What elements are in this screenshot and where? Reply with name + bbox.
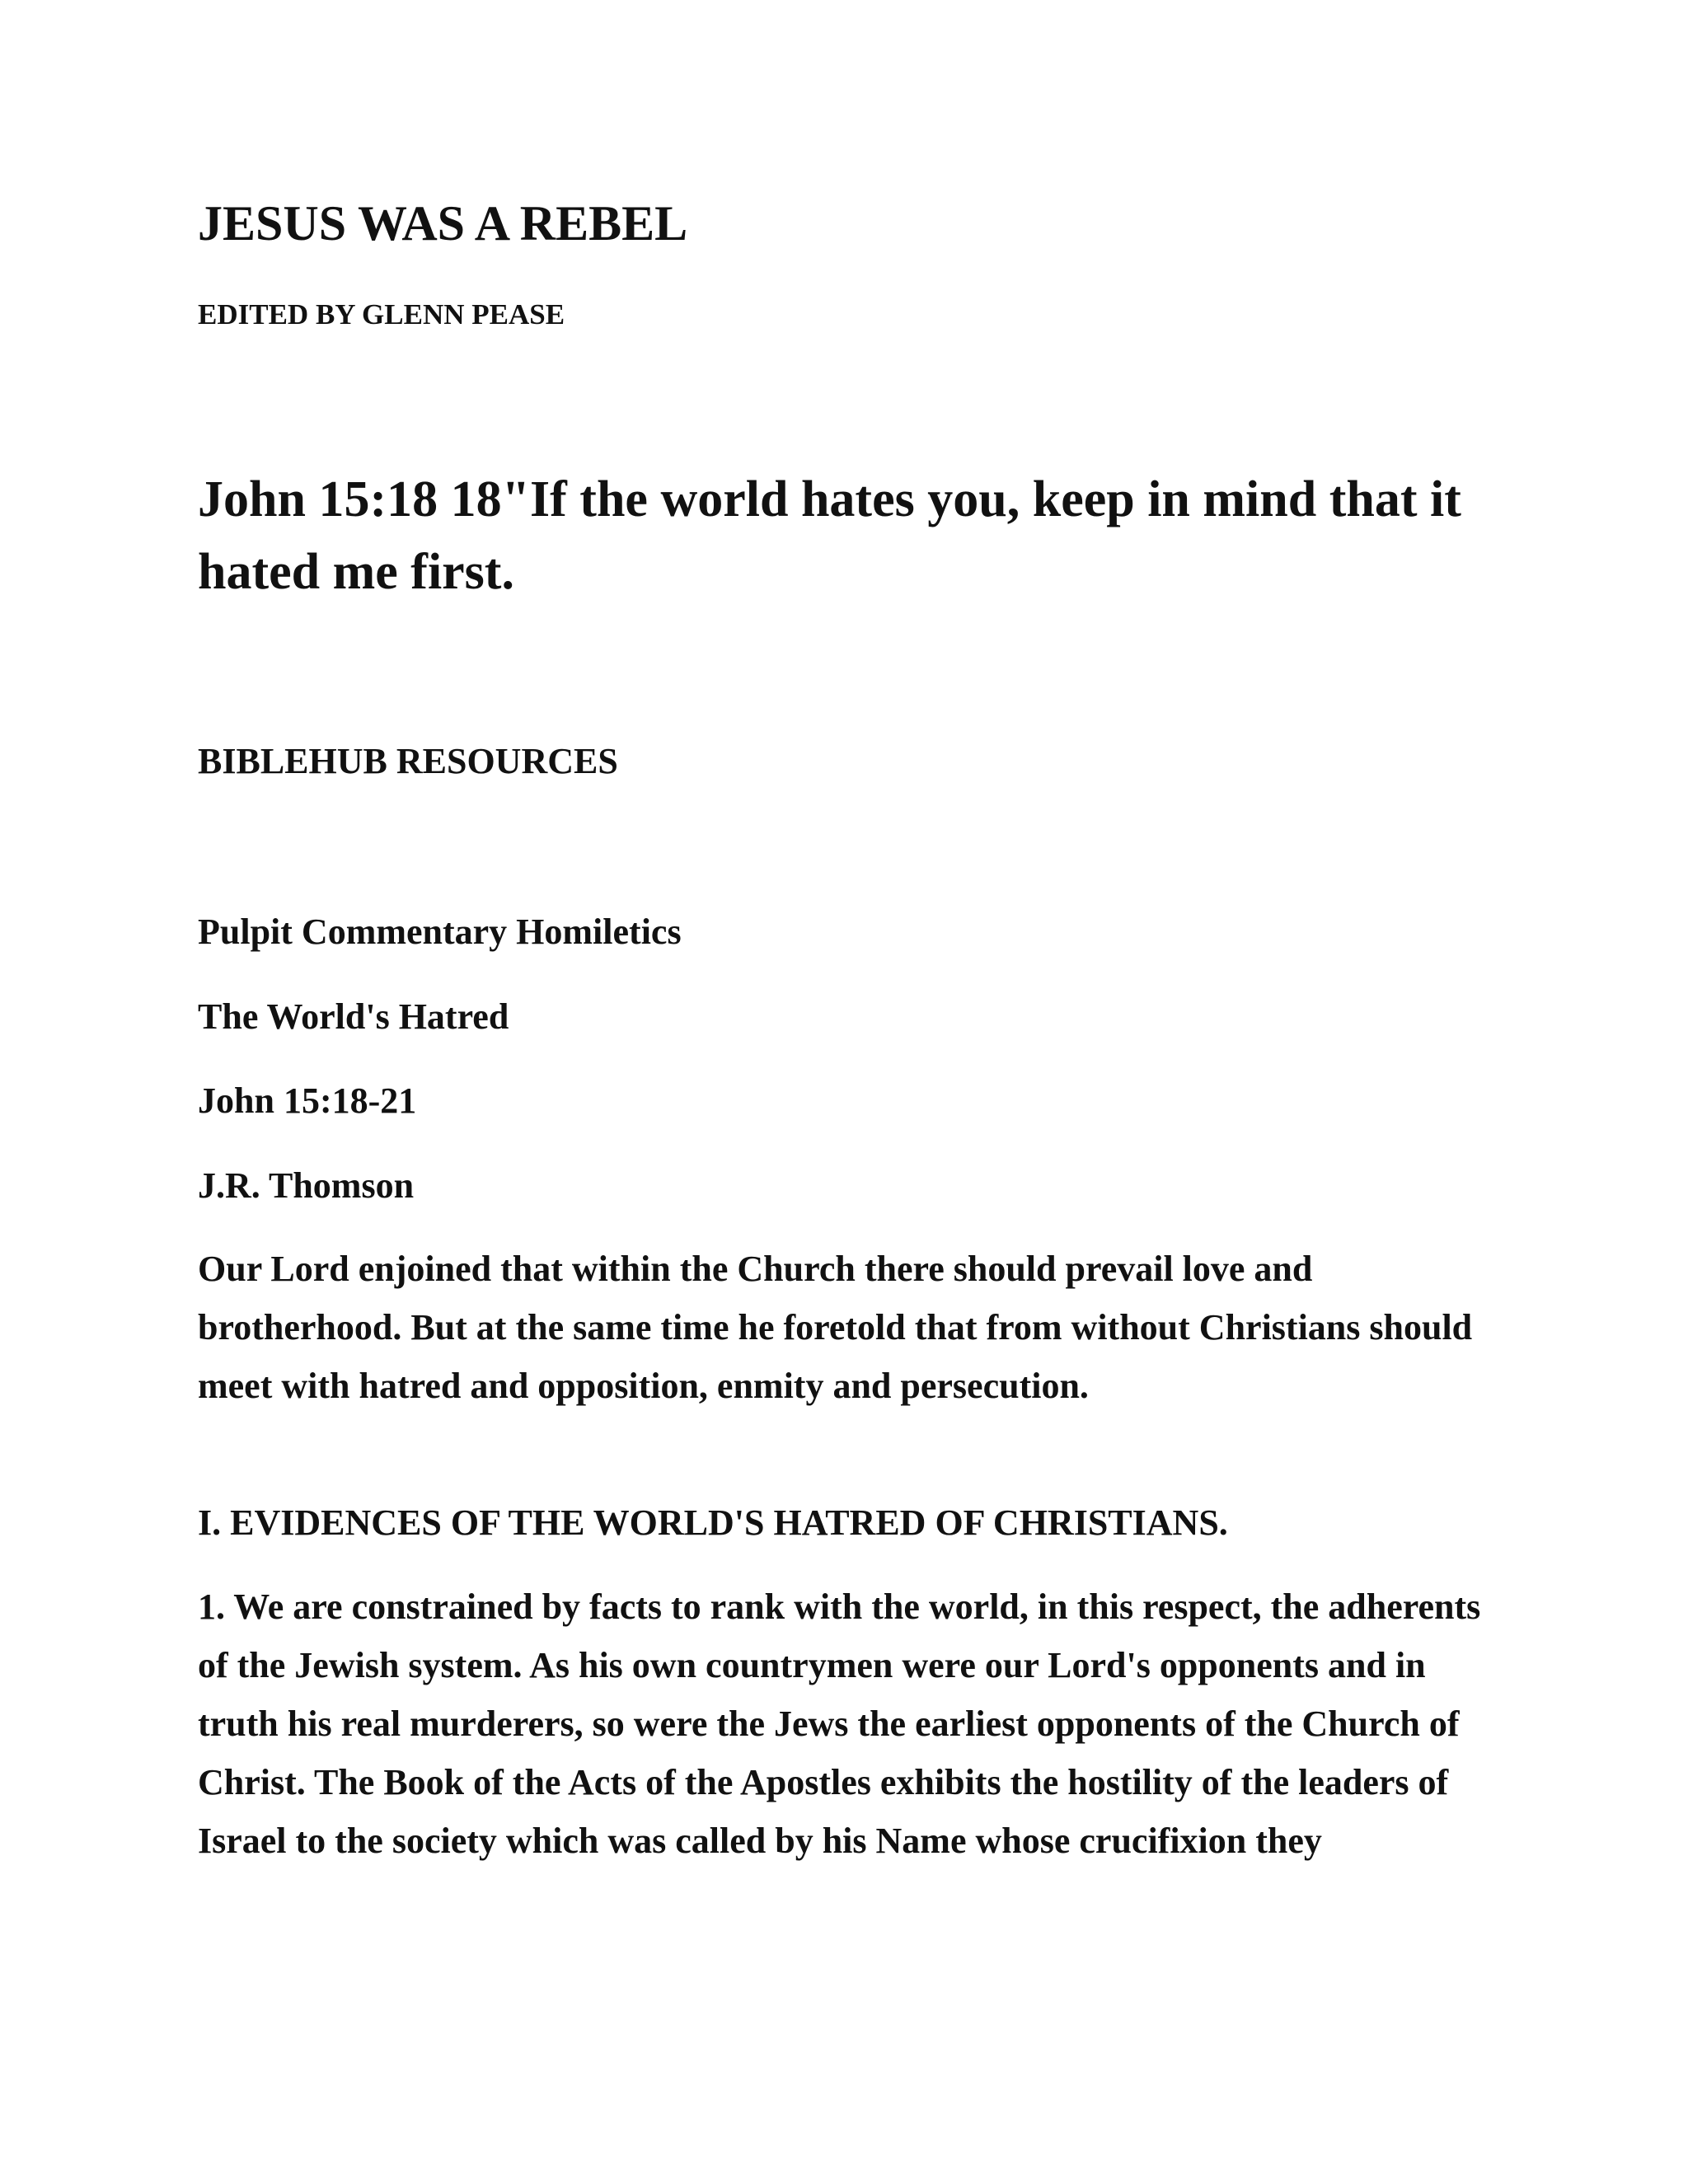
document-title: JESUS WAS A REBEL [198,196,688,251]
document-page [198,0,1517,2184]
scripture-reference: John 15:18-21 [198,1080,417,1121]
commentary-source: Pulpit Commentary Homiletics [198,912,682,952]
point-one-paragraph: 1. We are constrained by facts to rank with the world, in this respect, the adherents of the Jewish system. As his own countrymen were our Lord's opponents and in truth his real murderers, so were the Jews the earliest opponents of the Church of Christ. The Book of the Acts of the Apostles exhibits the hostility of the leaders of Israel to the society which was called by his Name whose crucifixion they [198,1586,1481,1861]
section-title: The World's Hatred [198,996,509,1037]
heading-evidences: I. EVIDENCES OF THE WORLD'S HATRED OF CHRISTIANS. [198,1502,1228,1543]
intro-paragraph: Our Lord enjoined that within the Church there should prevail love and brotherhood. But at the same time he foretold that from without Christians should meet with hatred and opposition, enmity and persecution. [198,1249,1473,1406]
editor-line: EDITED BY GLENN PEASE [198,298,565,330]
key-verse: John 15:18 18"If the world hates you, keep in mind that it hated me first. [198,471,1461,600]
resources-label: BIBLEHUB RESOURCES [198,741,618,781]
author-name: J.R. Thomson [198,1165,415,1206]
